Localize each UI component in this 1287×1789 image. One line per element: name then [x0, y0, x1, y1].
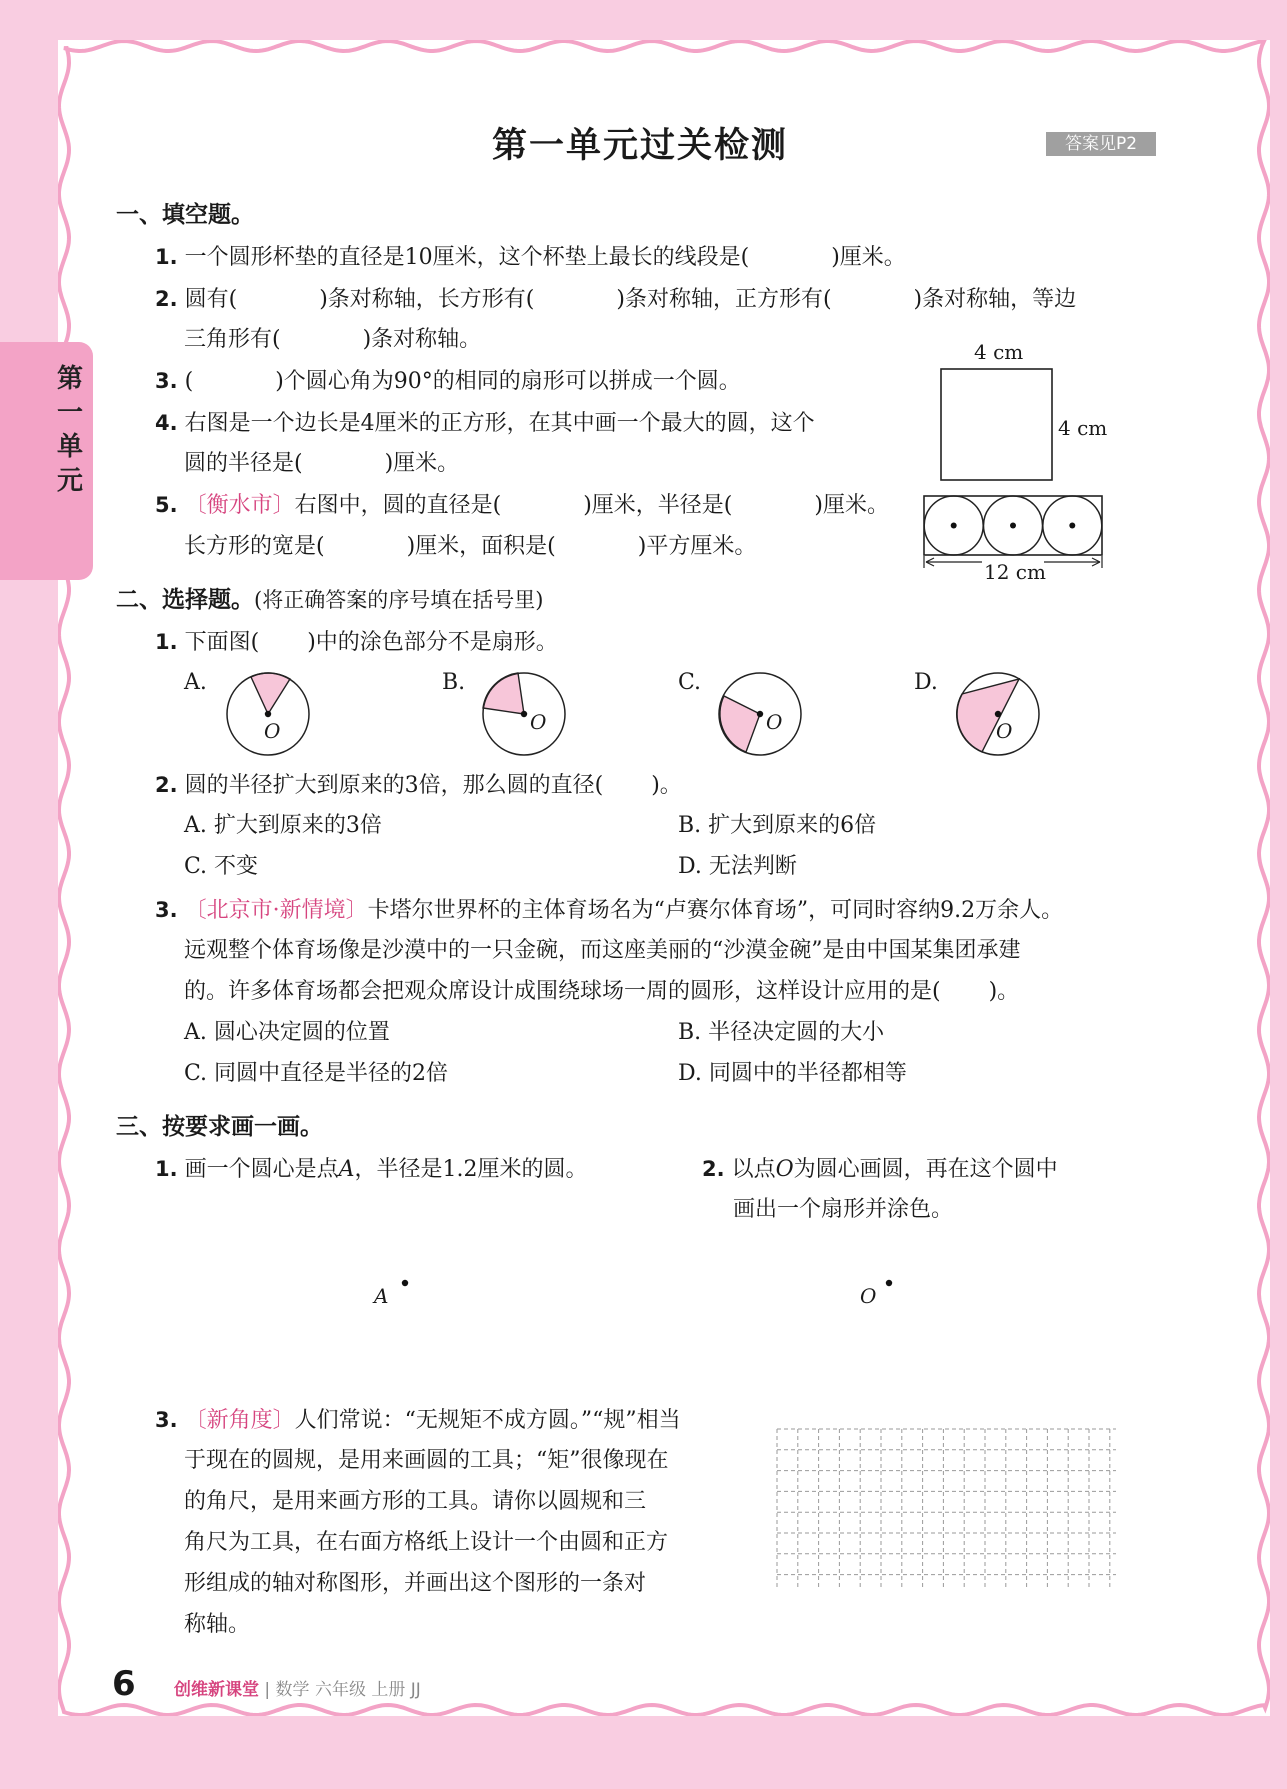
point-a-label: A: [374, 1284, 389, 1308]
s2-q3-option-d: D. 同圆中的半径都相等: [678, 1061, 907, 1086]
answer-badge: 答案见P2: [1046, 132, 1156, 156]
question-number: 5.: [155, 493, 178, 517]
point-a-dot: [400, 1278, 410, 1288]
question-text: 三角形有(: [184, 327, 281, 352]
point-o-label: O: [860, 1284, 877, 1308]
question-text: 卡塔尔世界杯的主体育场名为“卢赛尔体育场”，可同时容纳9.2万余人。: [367, 898, 1064, 923]
s3-q3: [155, 1405, 681, 1436]
question-text: 长方形的宽是(: [184, 534, 325, 559]
rect-circles-figure: [922, 494, 1106, 570]
question-text: )厘米。: [831, 245, 906, 270]
question-text: )中的涂色部分不是扇形。: [307, 630, 558, 655]
footer-info: [174, 1675, 421, 1700]
question-number: 1.: [155, 245, 178, 269]
question-text: 圆的半径扩大到原来的3倍，那么圆的直径(: [184, 773, 604, 798]
s2-q3-option-b: B. 半径决定圆的大小: [678, 1020, 885, 1045]
option-d-center: O: [996, 719, 1013, 743]
question-text: )。: [651, 773, 682, 798]
question-text: 人们常说：“无规矩不成方圆。”“规”相当: [294, 1408, 681, 1433]
s1-q2-line2: [184, 325, 481, 355]
option-a-label: A.: [184, 670, 207, 695]
question-number: 1.: [155, 630, 178, 654]
s3-q2: [702, 1154, 1058, 1185]
question-text: )厘米，半径是(: [583, 493, 733, 518]
square-right-label: 4 cm: [1058, 416, 1108, 440]
option-b-center: O: [530, 710, 547, 734]
question-text: )厘米，面积是(: [406, 534, 556, 559]
question-number: 2.: [155, 773, 178, 797]
s3-q2-line2: 画出一个扇形并涂色。: [733, 1197, 954, 1222]
s1-q4-line2: [184, 449, 459, 479]
section1-heading: 一、填空题。: [116, 202, 254, 228]
section3-heading: 三、按要求画一画。: [116, 1114, 323, 1140]
question-text: )条对称轴，长方形有(: [319, 287, 535, 312]
question-tag: 〔新角度〕: [184, 1408, 295, 1433]
question-text: 一个圆形杯垫的直径是10厘米，这个杯垫上最长的线段是(: [184, 245, 750, 270]
s2-q2-option-a: A. 扩大到原来的3倍: [184, 813, 382, 838]
question-text: 以点: [731, 1157, 776, 1182]
option-b-circle-figure: [478, 668, 570, 760]
s2-q3-line2: 远观整个体育场像是沙漠中的一只金碗，而这座美丽的“沙漠金碗”是由中国某集团承建: [184, 938, 1021, 963]
option-c-circle-figure: [714, 668, 806, 760]
s2-q3-option-a: A. 圆心决定圆的位置: [184, 1020, 390, 1045]
question-text: )个圆心角为90°的相同的扇形可以拼成一个圆。: [275, 369, 741, 394]
point-o-dot: [884, 1278, 894, 1288]
s1-q1: [155, 242, 906, 273]
s2-q1: [155, 627, 558, 658]
question-text: )厘米。: [814, 493, 889, 518]
s1-q3: [155, 366, 741, 397]
question-text: )条对称轴，正方形有(: [616, 287, 832, 312]
question-text: 右图是一个边长是4厘米的正方形，在其中画一个最大的圆，这个: [184, 411, 815, 436]
sector-shading: [251, 673, 290, 714]
question-tag: 〔衡水市〕: [184, 493, 295, 518]
s1-q4: [155, 408, 815, 439]
question-text: )平方厘米。: [637, 534, 757, 559]
grid-paper[interactable]: [776, 1428, 1118, 1592]
s3-q3-line4: 角尺为工具，在右面方格纸上设计一个由圆和正方: [184, 1530, 669, 1555]
question-text: )厘米。: [384, 451, 460, 476]
question-text: (: [184, 369, 194, 394]
question-tag: 〔北京市·新情境〕: [184, 898, 368, 923]
option-d-circle-figure: [952, 668, 1044, 760]
question-text: 圆的半径是(: [184, 451, 303, 476]
s1-q5: [155, 490, 889, 521]
question-number: 3.: [155, 898, 178, 922]
page-title: 第一单元过关检测: [491, 126, 788, 166]
question-text: )。: [988, 979, 1020, 1004]
s2-q3-line3: [184, 977, 1019, 1007]
footer-book-info: | 数学 六年级 上册 JJ: [264, 1680, 421, 1700]
question-text: 下面图(: [184, 630, 260, 655]
s2-q3-option-c: C. 同圆中直径是半径的2倍: [184, 1061, 449, 1086]
option-a-center: O: [264, 719, 281, 743]
square-figure: [940, 368, 1055, 483]
question-number: 1.: [155, 1157, 178, 1181]
option-a-circle-figure: [222, 668, 314, 760]
question-text: 的。许多体育场都会把观众席设计成围绕球场一周的圆形，这样设计应用的是(: [184, 979, 941, 1004]
s1-q2: [155, 284, 1076, 315]
option-c-label: C.: [678, 670, 702, 695]
rect-bottom-label: 12 cm: [984, 560, 1046, 584]
s3-q3-line5: 形组成的轴对称图形，并画出这个图形的一条对: [184, 1571, 647, 1596]
question-number: 2.: [155, 287, 178, 311]
question-number: 2.: [702, 1157, 725, 1181]
s2-q3: [155, 895, 1063, 926]
s1-q5-line2: [184, 532, 756, 562]
question-text: )条对称轴。: [362, 327, 482, 352]
question-text: 为圆心画圆，再在这个圆中: [793, 1157, 1058, 1182]
s2-q2: [155, 770, 682, 801]
s3-q1: [155, 1154, 588, 1185]
question-text: 画一个圆心是点: [184, 1157, 339, 1182]
option-b-label: B.: [442, 670, 466, 695]
square-top-label: 4 cm: [974, 340, 1024, 364]
s3-q3-line2: 于现在的圆规，是用来画圆的工具；“矩”很像现在: [184, 1448, 669, 1473]
question-number: 4.: [155, 411, 178, 435]
question-text: 圆有(: [184, 287, 238, 312]
question-number: 3.: [155, 1408, 178, 1432]
question-text: 右图中，圆的直径是(: [294, 493, 502, 518]
sector-shading: [720, 696, 760, 752]
point-label: A: [338, 1157, 355, 1182]
section2-heading: [116, 585, 543, 615]
section2-heading-text: 二、选择题。: [116, 587, 254, 613]
question-text: )条对称轴，等边: [913, 287, 1077, 312]
unit-side-tab: [0, 342, 93, 580]
s2-q2-option-d: D. 无法判断: [678, 854, 797, 879]
section2-note: (将正确答案的序号填在括号里): [254, 588, 544, 612]
s2-q2-option-c: C. 不变: [184, 854, 259, 879]
option-d-label: D.: [914, 670, 938, 695]
question-text: ，半径是1.2厘米的圆。: [354, 1157, 588, 1182]
s3-q3-line3: 的角尺，是用来画方形的工具。请你以圆规和三: [184, 1489, 647, 1514]
page-number: 6: [112, 1664, 136, 1704]
unit-side-tab-label: 第一单元: [56, 364, 83, 496]
s3-q3-line6: 称轴。: [184, 1612, 251, 1637]
footer-brand: 创维新课堂: [174, 1680, 259, 1700]
s2-q2-option-b: B. 扩大到原来的6倍: [678, 813, 877, 838]
point-label: O: [775, 1157, 794, 1182]
option-c-center: O: [766, 710, 783, 734]
question-number: 3.: [155, 369, 178, 393]
